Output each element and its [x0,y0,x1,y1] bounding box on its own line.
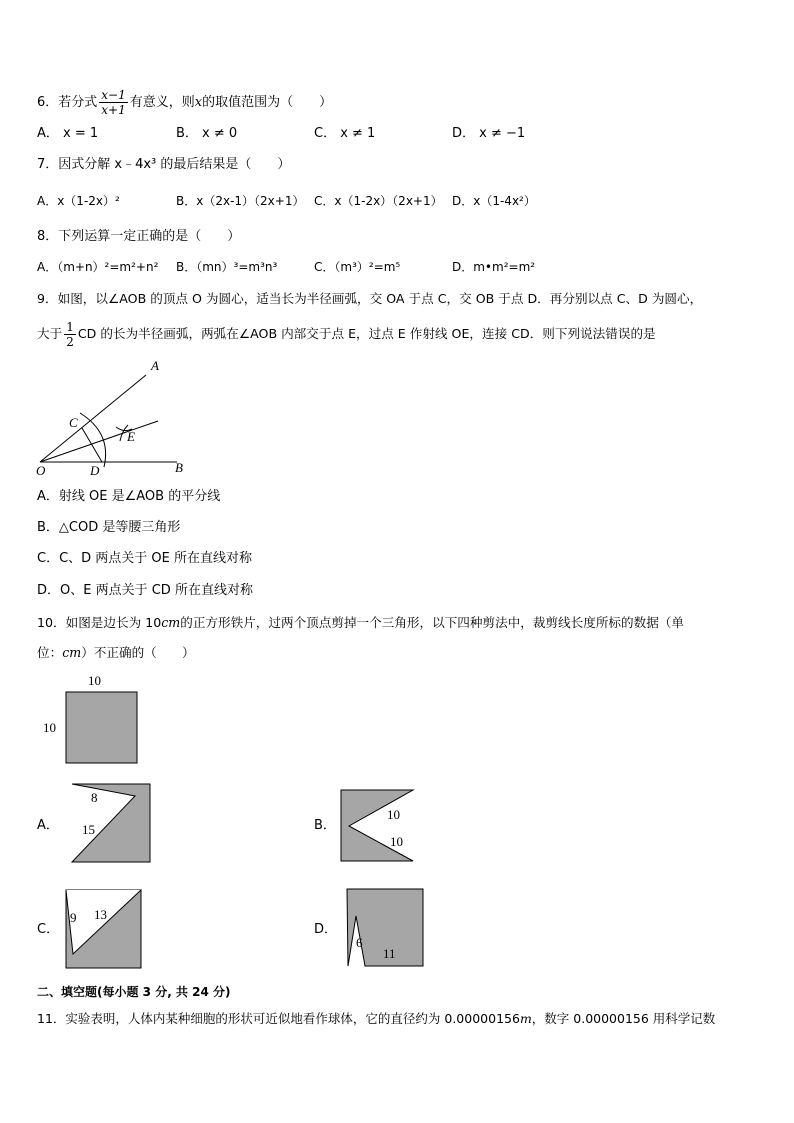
arc-cd [80,413,106,467]
q8-stem: 8．下列运算一定正确的是（ ） [37,229,241,244]
square-sheet [66,692,137,763]
q9-option-c: C．C、D 两点关于 OE 所在直线对称 [37,551,253,566]
q6-prefix: 6．若分式 [37,95,98,110]
q7-stem: 7．因式分解 x﹣4x³ 的最后结果是（ ） [37,157,291,172]
q10-line2-prefix: 位： [37,645,63,660]
q8-option-a: A．（m+n）²=m²+n² [37,260,159,274]
q6-option-c: C． x ≠ 1 [314,126,376,141]
q8-option-d: D．m•m²=m² [452,260,536,274]
q6-option-d: D． x ≠ −1 [452,126,526,141]
q11-prefix: 11．实验表明，人体内某种细胞的形状可近似地看作球体，它的直径约为 0.00000156 [37,1011,520,1026]
choice-b-label-1: 10 [387,807,400,822]
q10-line2 [37,644,195,662]
q6-fraction [99,88,127,117]
q6-frac-num: x−1 [101,88,126,102]
q10-choice-c-letter: C． [37,922,60,937]
choice-b-figure [335,785,425,865]
section2-title: 二、填空题(每小题 3 分, 共 24 分) [37,985,231,999]
q6-option-b: B． x ≠ 0 [176,126,238,141]
q8-option-b: B．（mn）³=m³n³ [176,260,278,274]
q8-option-c: C．（m³）²=m⁵ [314,260,401,274]
choice-c-figure [60,884,150,974]
q6-frac-den: x+1 [101,103,126,117]
q7-option-a: A．x（1-2x）² [37,194,120,208]
q7-option-c: C．x（1-2x）（2x+1） [314,194,443,208]
q9-half-den: 2 [66,335,74,349]
label-e: E [127,429,135,444]
choice-b-label-2: 10 [390,834,403,849]
q10-unit-2: cm [62,645,82,660]
label-d: D [90,463,100,478]
square-top-label: 10 [88,673,101,688]
q10-choice-a-letter: A． [37,818,59,833]
choice-a-label-2: 15 [82,822,95,837]
q10-line1 [37,614,684,632]
q10-line2-suffix: ）不正确的（ ） [81,645,195,660]
q9-line1: 9．如图，以∠AOB 的顶点 O 为圆心，适当长为半径画弧，交 OA 于点 C，交 OB 于点 D．再分别以点 C、D 为圆心， [37,291,703,306]
q6-suffix-b: 的取值范围为（ ） [202,95,333,110]
choice-c-label-2: 13 [94,907,107,922]
q10-unit: cm [161,615,181,630]
q7-option-d: D．x（1-4x²） [452,194,536,208]
q9-option-d: D．O、E 两点关于 CD 所在直线对称 [37,583,253,598]
choice-d-label-1: 6 [356,935,363,950]
q10-line1-suffix: 的正方形铁片，过两个顶点剪掉一个三角形，以下四种剪法中，裁剪线长度所标的数据（单 [180,615,684,630]
ray-oe [40,421,158,462]
choice-c-label-1: 9 [70,910,77,925]
ray-oa [40,375,146,462]
choice-a-figure [60,780,160,865]
choice-a-label-1: 8 [91,790,98,805]
segment-cd [82,428,102,462]
q6-var: x [194,95,203,110]
choice-b-shape [341,790,413,861]
q6-suffix-a: 有意义，则 [129,95,195,110]
q6-stem [37,88,332,117]
label-b: B [175,460,183,475]
q7-option-b: B．x（2x-1）（2x+1） [176,194,305,208]
label-o: O [36,463,46,478]
q9-option-b: B．△COD 是等腰三角形 [37,520,181,535]
q9-half-num: 1 [66,320,74,334]
q9-option-a: A．射线 OE 是∠AOB 的平分线 [37,489,221,504]
choice-d-label-2: 11 [383,946,396,961]
q11-unit: m [519,1011,532,1026]
q6-option-a: A． x = 1 [37,126,99,141]
q11-suffix: ，数字 0.00000156 用科学记数 [531,1011,716,1026]
square-left-label: 10 [43,720,56,735]
angle-bisector-figure [30,355,200,480]
q9-line2-suffix: CD 的长为半径画弧，两弧在∠AOB 内部交于点 E，过点 E 作射线 OE，连接 CD．则下列说法错误的是 [77,326,656,341]
label-a: A [151,358,159,373]
q9-half-fraction [64,320,76,349]
q9-line2-prefix: 大于 [37,326,63,341]
square-figure [40,672,140,767]
q10-choice-d-letter: D． [314,922,338,937]
q11-stem [37,1010,715,1028]
q10-choice-b-letter: B． [314,818,336,833]
q9-line2 [37,320,656,349]
label-c: C [69,415,78,430]
choice-d-figure [340,884,430,974]
q10-line1-prefix: 10．如图是边长为 10 [37,615,162,630]
